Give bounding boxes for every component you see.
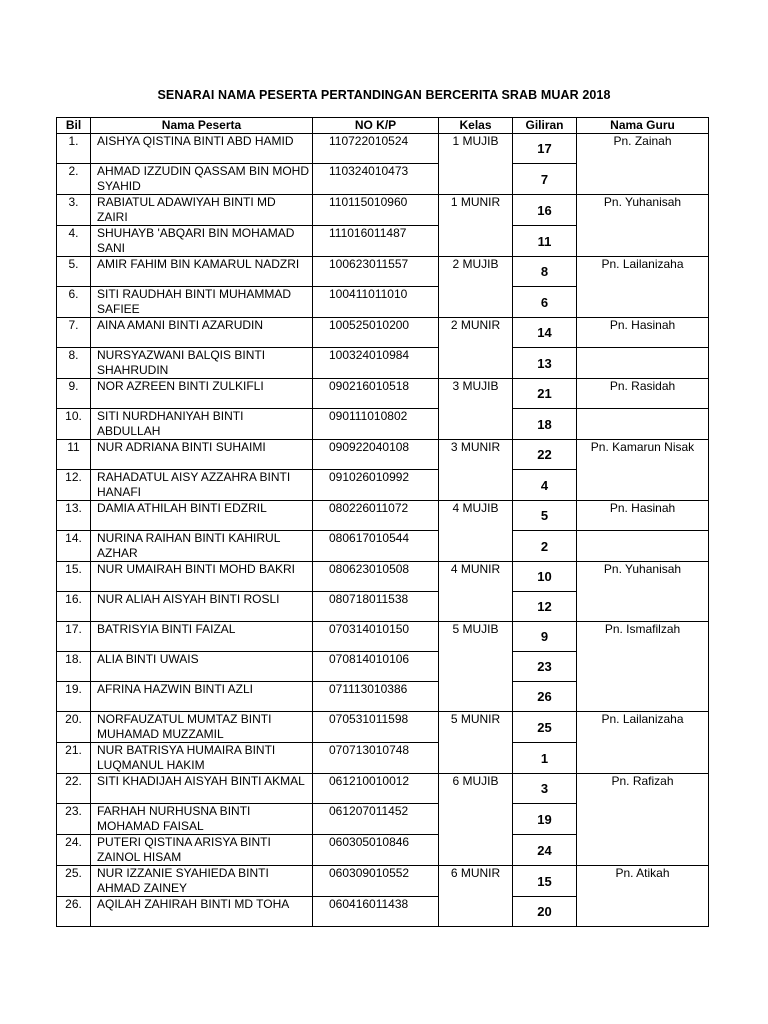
row-giliran: 18 bbox=[513, 409, 577, 440]
row-kelas bbox=[439, 835, 513, 866]
row-no-kp: 070814010106 bbox=[313, 652, 439, 682]
row-no-kp: 090111010802 bbox=[313, 409, 439, 440]
table-row bbox=[57, 774, 709, 804]
row-nama-guru bbox=[577, 835, 709, 866]
row-nama-peserta: AFRINA HAZWIN BINTI AZLI bbox=[91, 682, 313, 712]
row-nama-guru: Pn. Yuhanisah bbox=[577, 562, 709, 592]
header-bil: Bil bbox=[57, 118, 91, 134]
row-kelas: 3 MUJIB bbox=[439, 379, 513, 409]
row-giliran: 26 bbox=[513, 682, 577, 712]
row-nama-guru bbox=[577, 470, 709, 501]
row-bil: 8. bbox=[57, 348, 91, 379]
row-no-kp: 110722010524 bbox=[313, 134, 439, 164]
row-bil: 9. bbox=[57, 379, 91, 409]
row-bil: 14. bbox=[57, 531, 91, 562]
row-giliran: 15 bbox=[513, 866, 577, 897]
row-no-kp: 060305010846 bbox=[313, 835, 439, 866]
row-bil: 17. bbox=[57, 622, 91, 652]
row-bil: 12. bbox=[57, 470, 91, 501]
row-kelas: 2 MUJIB bbox=[439, 257, 513, 287]
row-kelas bbox=[439, 409, 513, 440]
row-kelas: 5 MUNIR bbox=[439, 712, 513, 743]
row-no-kp: 110115010960 bbox=[313, 195, 439, 226]
row-nama-guru: Pn. Hasinah bbox=[577, 501, 709, 531]
table-row bbox=[57, 348, 709, 379]
table-row bbox=[57, 866, 709, 897]
row-kelas: 2 MUNIR bbox=[439, 318, 513, 348]
row-kelas bbox=[439, 743, 513, 774]
row-kelas: 6 MUNIR bbox=[439, 866, 513, 897]
row-nama-peserta: SITI NURDHANIYAH BINTI ABDULLAH bbox=[91, 409, 313, 440]
row-kelas bbox=[439, 652, 513, 682]
row-nama-guru: Pn. Rasidah bbox=[577, 379, 709, 409]
row-giliran: 14 bbox=[513, 318, 577, 348]
row-giliran: 4 bbox=[513, 470, 577, 501]
row-nama-guru bbox=[577, 226, 709, 257]
row-nama-guru bbox=[577, 743, 709, 774]
row-giliran: 5 bbox=[513, 501, 577, 531]
row-kelas: 6 MUJIB bbox=[439, 774, 513, 804]
table-row bbox=[57, 835, 709, 866]
table-row bbox=[57, 592, 709, 622]
row-bil: 1. bbox=[57, 134, 91, 164]
row-giliran: 20 bbox=[513, 897, 577, 927]
row-nama-guru bbox=[577, 287, 709, 318]
row-kelas bbox=[439, 682, 513, 712]
row-giliran: 1 bbox=[513, 743, 577, 774]
header-giliran: Giliran bbox=[513, 118, 577, 134]
row-kelas: 5 MUJIB bbox=[439, 622, 513, 652]
row-no-kp: 100324010984 bbox=[313, 348, 439, 379]
row-nama-peserta: PUTERI QISTINA ARISYA BINTI ZAINOL HISAM bbox=[91, 835, 313, 866]
row-kelas bbox=[439, 348, 513, 379]
row-no-kp: 091026010992 bbox=[313, 470, 439, 501]
row-nama-peserta: NUR IZZANIE SYAHIEDA BINTI AHMAD ZAINEY bbox=[91, 866, 313, 897]
row-giliran: 11 bbox=[513, 226, 577, 257]
table-row bbox=[57, 743, 709, 774]
table-row bbox=[57, 287, 709, 318]
header-nama-guru: Nama Guru bbox=[577, 118, 709, 134]
table-row bbox=[57, 712, 709, 743]
row-no-kp: 111016011487 bbox=[313, 226, 439, 257]
table-row bbox=[57, 804, 709, 835]
row-nama-peserta: SITI RAUDHAH BINTI MUHAMMAD SAFIEE bbox=[91, 287, 313, 318]
table-row bbox=[57, 501, 709, 531]
row-nama-guru: Pn. Rafizah bbox=[577, 774, 709, 804]
row-no-kp: 070314010150 bbox=[313, 622, 439, 652]
table-body bbox=[57, 134, 709, 927]
row-bil: 20. bbox=[57, 712, 91, 743]
row-no-kp: 090922040108 bbox=[313, 440, 439, 470]
table-row bbox=[57, 440, 709, 470]
row-nama-guru: Pn. Lailanizaha bbox=[577, 712, 709, 743]
row-giliran: 9 bbox=[513, 622, 577, 652]
row-no-kp: 080617010544 bbox=[313, 531, 439, 562]
row-no-kp: 080623010508 bbox=[313, 562, 439, 592]
table-row bbox=[57, 195, 709, 226]
table-row bbox=[57, 897, 709, 927]
row-nama-guru: Pn. Kamarun Nisak bbox=[577, 440, 709, 470]
row-kelas: 3 MUNIR bbox=[439, 440, 513, 470]
row-no-kp: 100411011010 bbox=[313, 287, 439, 318]
row-nama-guru bbox=[577, 804, 709, 835]
row-nama-guru: Pn. Lailanizaha bbox=[577, 257, 709, 287]
row-nama-guru bbox=[577, 897, 709, 927]
row-kelas bbox=[439, 531, 513, 562]
row-giliran: 17 bbox=[513, 134, 577, 164]
row-nama-peserta: AHMAD IZZUDIN QASSAM BIN MOHD SYAHID bbox=[91, 164, 313, 195]
row-nama-guru bbox=[577, 592, 709, 622]
row-nama-guru: Pn. Ismafilzah bbox=[577, 622, 709, 652]
row-bil: 13. bbox=[57, 501, 91, 531]
row-nama-guru bbox=[577, 531, 709, 562]
row-bil: 26. bbox=[57, 897, 91, 927]
row-bil: 21. bbox=[57, 743, 91, 774]
row-nama-peserta: FARHAH NURHUSNA BINTI MOHAMAD FAISAL bbox=[91, 804, 313, 835]
row-kelas bbox=[439, 164, 513, 195]
row-kelas: 4 MUNIR bbox=[439, 562, 513, 592]
table-row bbox=[57, 257, 709, 287]
header-kelas: Kelas bbox=[439, 118, 513, 134]
table-row bbox=[57, 682, 709, 712]
row-giliran: 23 bbox=[513, 652, 577, 682]
row-giliran: 21 bbox=[513, 379, 577, 409]
row-no-kp: 060309010552 bbox=[313, 866, 439, 897]
row-kelas bbox=[439, 287, 513, 318]
row-kelas bbox=[439, 226, 513, 257]
row-bil: 2. bbox=[57, 164, 91, 195]
row-nama-peserta: NURINA RAIHAN BINTI KAHIRUL AZHAR bbox=[91, 531, 313, 562]
row-no-kp: 070713010748 bbox=[313, 743, 439, 774]
row-nama-guru bbox=[577, 164, 709, 195]
table-row bbox=[57, 226, 709, 257]
row-no-kp: 060416011438 bbox=[313, 897, 439, 927]
row-bil: 7. bbox=[57, 318, 91, 348]
table-row bbox=[57, 134, 709, 164]
table-row bbox=[57, 652, 709, 682]
row-no-kp: 090216010518 bbox=[313, 379, 439, 409]
header-nama-peserta: Nama Peserta bbox=[91, 118, 313, 134]
row-nama-peserta: ALIA BINTI UWAIS bbox=[91, 652, 313, 682]
row-bil: 10. bbox=[57, 409, 91, 440]
row-nama-peserta: AQILAH ZAHIRAH BINTI MD TOHA bbox=[91, 897, 313, 927]
row-bil: 24. bbox=[57, 835, 91, 866]
row-no-kp: 080718011538 bbox=[313, 592, 439, 622]
row-giliran: 2 bbox=[513, 531, 577, 562]
row-giliran: 6 bbox=[513, 287, 577, 318]
row-kelas: 1 MUJIB bbox=[439, 134, 513, 164]
row-no-kp: 061210010012 bbox=[313, 774, 439, 804]
participant-table bbox=[56, 117, 709, 927]
table-row bbox=[57, 379, 709, 409]
row-nama-peserta: NUR ALIAH AISYAH BINTI ROSLI bbox=[91, 592, 313, 622]
row-giliran: 16 bbox=[513, 195, 577, 226]
row-bil: 25. bbox=[57, 866, 91, 897]
row-giliran: 8 bbox=[513, 257, 577, 287]
row-kelas bbox=[439, 804, 513, 835]
row-bil: 23. bbox=[57, 804, 91, 835]
row-nama-peserta: NUR ADRIANA BINTI SUHAIMI bbox=[91, 440, 313, 470]
row-nama-peserta: SITI KHADIJAH AISYAH BINTI AKMAL bbox=[91, 774, 313, 804]
row-giliran: 19 bbox=[513, 804, 577, 835]
row-giliran: 3 bbox=[513, 774, 577, 804]
row-nama-guru: Pn. Hasinah bbox=[577, 318, 709, 348]
table-row bbox=[57, 622, 709, 652]
row-no-kp: 100525010200 bbox=[313, 318, 439, 348]
row-nama-guru: Pn. Atikah bbox=[577, 866, 709, 897]
row-no-kp: 100623011557 bbox=[313, 257, 439, 287]
table-row bbox=[57, 409, 709, 440]
row-no-kp: 080226011072 bbox=[313, 501, 439, 531]
row-nama-peserta: SHUHAYB 'ABQARI BIN MOHAMAD SANI bbox=[91, 226, 313, 257]
row-nama-peserta: RAHADATUL AISY AZZAHRA BINTI HANAFI bbox=[91, 470, 313, 501]
row-nama-guru bbox=[577, 348, 709, 379]
row-no-kp: 070531011598 bbox=[313, 712, 439, 743]
row-bil: 4. bbox=[57, 226, 91, 257]
row-nama-peserta: RABIATUL ADAWIYAH BINTI MD ZAIRI bbox=[91, 195, 313, 226]
row-no-kp: 061207011452 bbox=[313, 804, 439, 835]
row-giliran: 13 bbox=[513, 348, 577, 379]
table-row bbox=[57, 562, 709, 592]
row-bil: 22. bbox=[57, 774, 91, 804]
document-title: SENARAI NAMA PESERTA PERTANDINGAN BERCERITA SRAB MUAR 2018 bbox=[157, 88, 611, 102]
table-row bbox=[57, 531, 709, 562]
row-bil: 3. bbox=[57, 195, 91, 226]
row-nama-peserta: NUR BATRISYA HUMAIRA BINTI LUQMANUL HAKIM bbox=[91, 743, 313, 774]
row-giliran: 22 bbox=[513, 440, 577, 470]
row-kelas: 4 MUJIB bbox=[439, 501, 513, 531]
row-giliran: 24 bbox=[513, 835, 577, 866]
row-bil: 15. bbox=[57, 562, 91, 592]
row-nama-guru bbox=[577, 682, 709, 712]
table-row bbox=[57, 164, 709, 195]
row-giliran: 12 bbox=[513, 592, 577, 622]
row-bil: 16. bbox=[57, 592, 91, 622]
row-nama-peserta: NUR UMAIRAH BINTI MOHD BAKRI bbox=[91, 562, 313, 592]
row-nama-peserta: NOR AZREEN BINTI ZULKIFLI bbox=[91, 379, 313, 409]
row-nama-peserta: DAMIA ATHILAH BINTI EDZRIL bbox=[91, 501, 313, 531]
row-bil: 5. bbox=[57, 257, 91, 287]
table-row bbox=[57, 318, 709, 348]
row-kelas bbox=[439, 470, 513, 501]
row-nama-guru: Pn. Zainah bbox=[577, 134, 709, 164]
row-nama-peserta: AISHYA QISTINA BINTI ABD HAMID bbox=[91, 134, 313, 164]
row-bil: 18. bbox=[57, 652, 91, 682]
row-nama-guru bbox=[577, 652, 709, 682]
row-kelas: 1 MUNIR bbox=[439, 195, 513, 226]
row-kelas bbox=[439, 592, 513, 622]
row-bil: 19. bbox=[57, 682, 91, 712]
row-bil: 11 bbox=[57, 440, 91, 470]
row-nama-peserta: AINA AMANI BINTI AZARUDIN bbox=[91, 318, 313, 348]
row-giliran: 25 bbox=[513, 712, 577, 743]
row-bil: 6. bbox=[57, 287, 91, 318]
header-no-kp: NO K/P bbox=[313, 118, 439, 134]
row-nama-peserta: AMIR FAHIM BIN KAMARUL NADZRI bbox=[91, 257, 313, 287]
row-nama-peserta: NORFAUZATUL MUMTAZ BINTI MUHAMAD MUZZAMIL bbox=[91, 712, 313, 743]
row-no-kp: 071113010386 bbox=[313, 682, 439, 712]
row-nama-peserta: BATRISYIA BINTI FAIZAL bbox=[91, 622, 313, 652]
row-no-kp: 110324010473 bbox=[313, 164, 439, 195]
row-giliran: 7 bbox=[513, 164, 577, 195]
table-header-row bbox=[57, 118, 709, 134]
row-nama-guru bbox=[577, 409, 709, 440]
row-kelas bbox=[439, 897, 513, 927]
row-nama-peserta: NURSYAZWANI BALQIS BINTI SHAHRUDIN bbox=[91, 348, 313, 379]
row-nama-guru: Pn. Yuhanisah bbox=[577, 195, 709, 226]
row-giliran: 10 bbox=[513, 562, 577, 592]
table-row bbox=[57, 470, 709, 501]
